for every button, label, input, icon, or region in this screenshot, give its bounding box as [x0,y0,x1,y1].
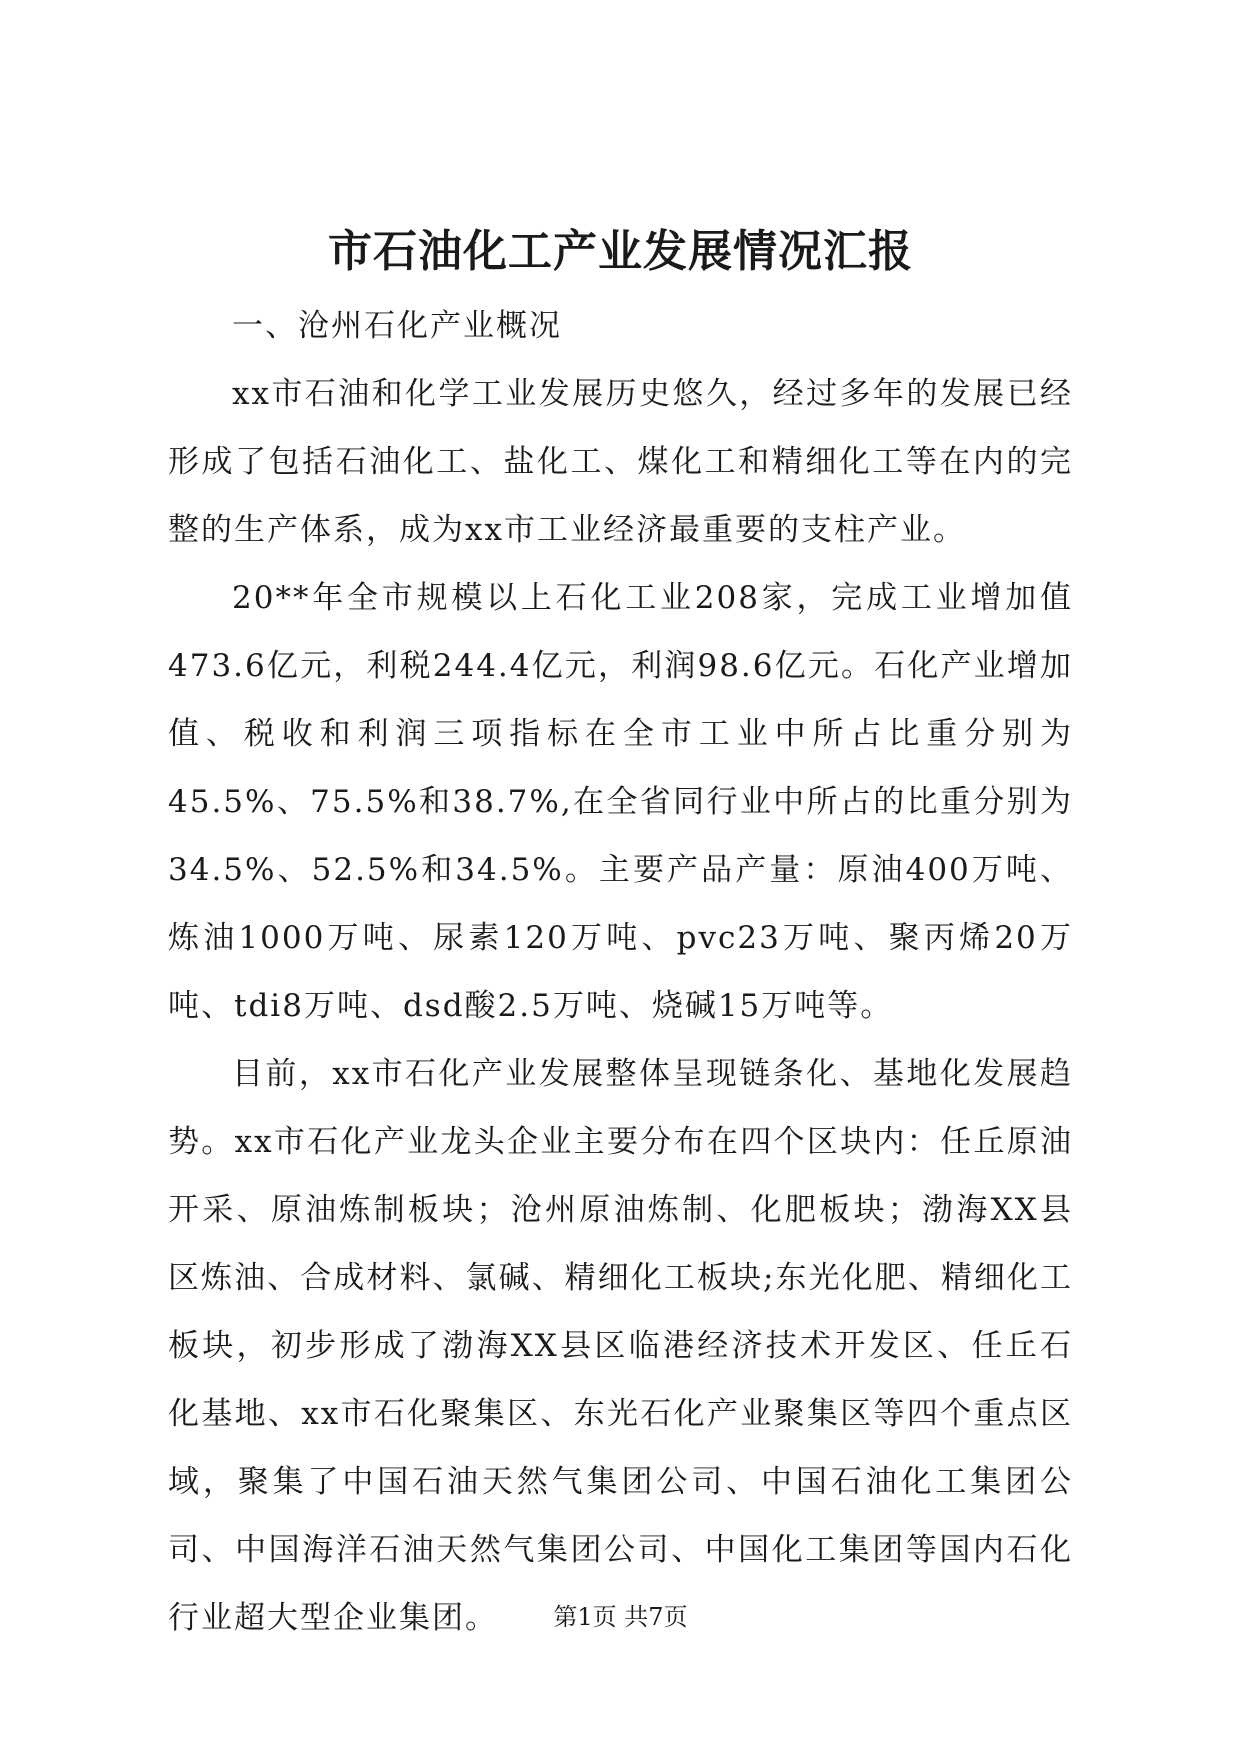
section-heading: 一、沧州石化产业概况 [232,308,562,344]
page-number-footer: 第1页 共7页 [553,1603,688,1631]
page-title: 市石油化工产业发展情况汇报 [328,226,913,277]
document-body [168,292,1073,1652]
paragraph-statistics: 20**年全市规模以上石化工业208家，完成工业增加值473.6亿元，利税244.4亿元，利润98.6亿元。石化产业增加值、税收和利润三项指标在全市工业中所占比重分别为45.5%、75.5%和38.7%,在全省同行业中所占的比重分别为34.5%、52.5%和34.5%。主要产品产量：原油400万吨、炼油1000万吨、尿素120万吨、pvc23万吨、聚丙烯20万吨、tdi8万吨、dsd酸2.5万吨、烧碱15万吨等。 [168,580,1073,1024]
paragraph-history: xx市石油和化学工业发展历史悠久，经过多年的发展已经形成了包括石油化工、盐化工、煤化工和精细化工等在内的完整的生产体系，成为xx市工业经济最重要的支柱产业。 [168,376,1073,548]
paragraph-distribution: 目前，xx市石化产业发展整体呈现链条化、基地化发展趋势。xx市石化产业龙头企业主要分布在四个区块内：任丘原油开采、原油炼制板块；沧州原油炼制、化肥板块；渤海XX县区炼油、合成材料、氯碱、精细化工板块;东光化肥、精细化工板块，初步形成了渤海XX县区临港经济技术开发区、任丘石化基地、xx市石化聚集区、东光石化产业聚集区等四个重点区域，聚集了中国石油天然气集团公司、中国石油化工集团公司、中国海洋石油天然气集团公司、中国化工集团等国内石化行业超大型企业集团。 [168,1056,1073,1636]
